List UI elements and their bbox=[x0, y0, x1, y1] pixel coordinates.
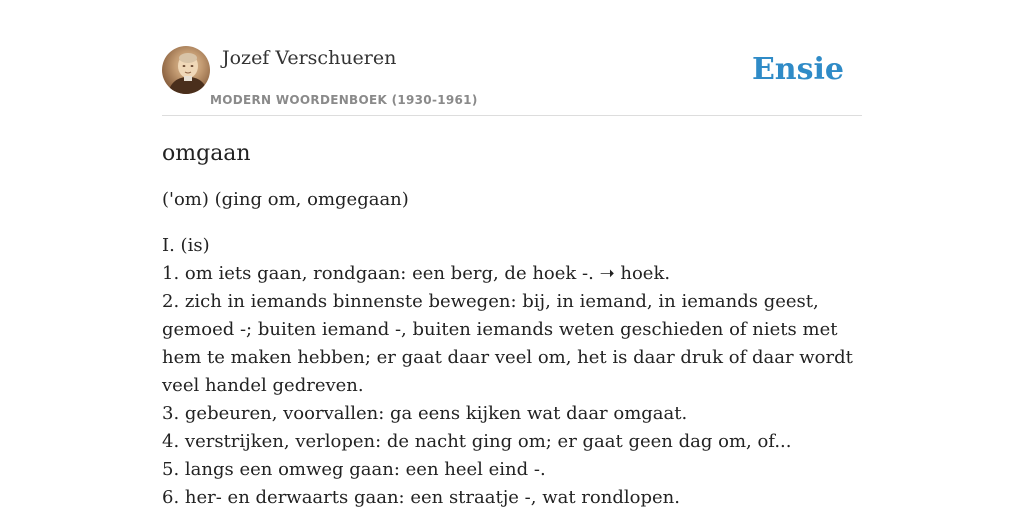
author-portrait-image bbox=[162, 46, 210, 94]
definition-line: I. (is) bbox=[162, 235, 210, 256]
definition-line: 5. langs een omweg gaan: een heel eind -. bbox=[162, 459, 546, 480]
author-name[interactable]: Jozef Verschueren bbox=[222, 47, 397, 69]
ensie-logo[interactable]: Ensie bbox=[751, 52, 844, 87]
definition-line: 3. gebeuren, voorvallen: ga eens kijken wat daar omgaat. bbox=[162, 403, 688, 424]
dictionary-header bbox=[162, 46, 862, 116]
definition-line: 4. verstrijken, verlopen: de nacht ging om; er gaat geen dag om, of... bbox=[162, 431, 792, 452]
dictionary-source-label[interactable]: MODERN WOORDENBOEK (1930-1961) bbox=[210, 93, 478, 107]
definition-line: 2. zich in iemands binnenste bewegen: bij, in iemand, in iemands geest, gemoed -; buiten iemand -, buiten iemands weten geschieden of niets met hem te maken hebben; er gaat daar veel om, het is daar druk of daar wordt veel handel gedreven. bbox=[162, 291, 853, 396]
entry-pronunciation: ('om) (ging om, omgegaan) bbox=[162, 189, 409, 210]
entry-definitions bbox=[162, 232, 862, 512]
entry-content bbox=[162, 138, 862, 512]
definition-line: 1. om iets gaan, rondgaan: een berg, de hoek -. ➝ hoek. bbox=[162, 263, 671, 284]
header-divider bbox=[162, 115, 862, 116]
definition-line: 6. her- en derwaarts gaan: een straatje -, wat rondlopen. bbox=[162, 487, 680, 508]
author-avatar[interactable] bbox=[162, 46, 210, 94]
entry-term: omgaan bbox=[162, 141, 251, 166]
